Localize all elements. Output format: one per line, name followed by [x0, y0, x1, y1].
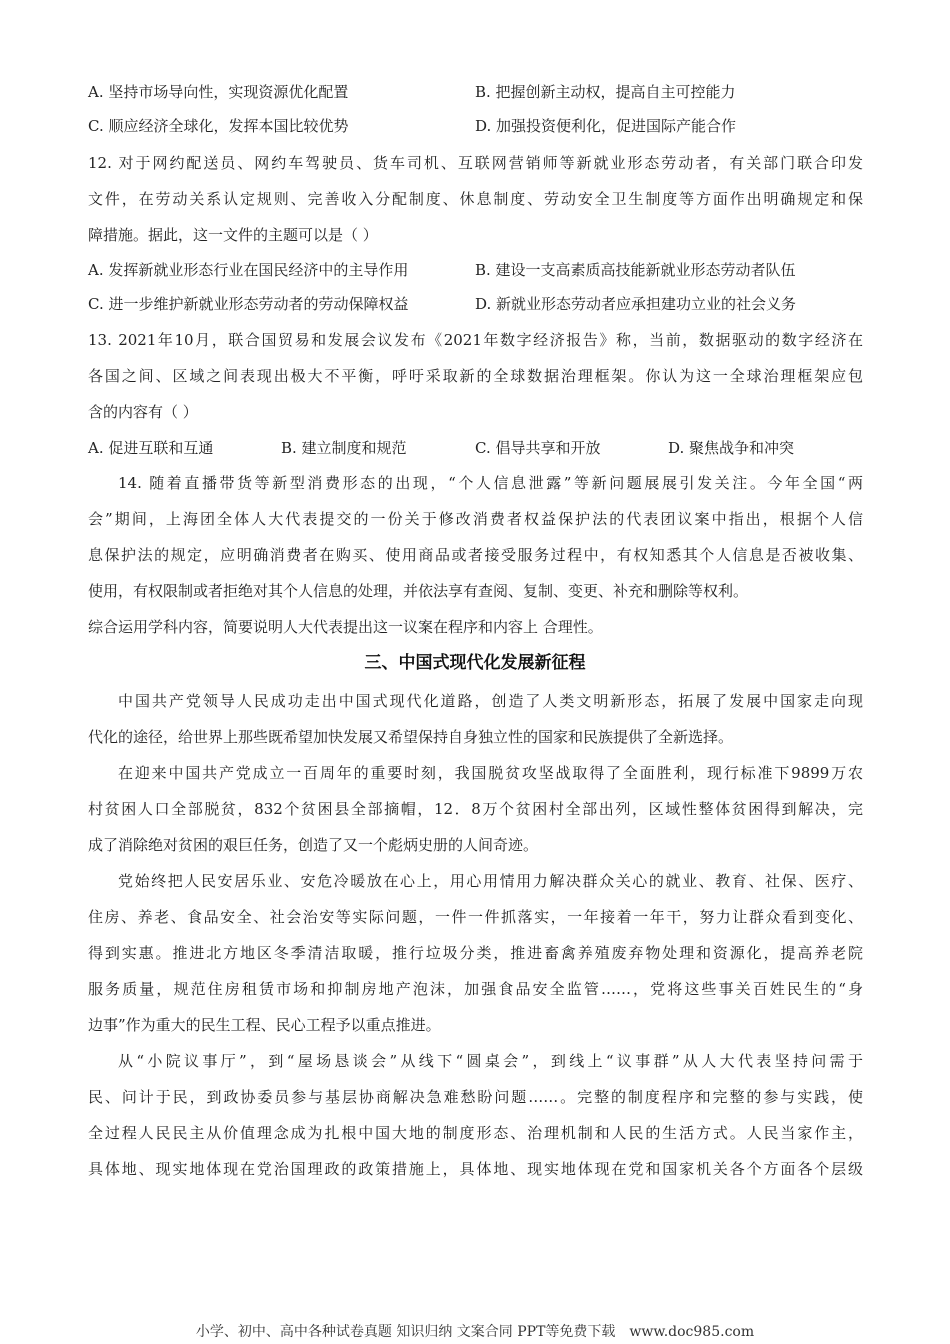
q14-stem-line-1: 14. 随着直播带货等新型消费形态的出现，“个人信息泄露”等新问题展展引发关注。今年全国“两	[118, 474, 863, 492]
para4-line-3: 全过程人民民主从价值理念成为扎根中国大地的制度形态、治理机制和人民的生活方式。人民当家作主，	[88, 1124, 863, 1142]
q12-stem-line-1: 12. 对于网约配送员、网约车驾驶员、货车司机、互联网营销师等新就业形态劳动者，有关部门联合印发	[88, 154, 863, 172]
q13-option-d: D. 聚焦战争和冲突	[668, 439, 795, 457]
q11-option-d: D. 加强投资便利化，促进国际产能合作	[475, 117, 737, 135]
q13-stem-line-3: 含的内容有（ ）	[88, 403, 198, 421]
para3-line-3: 得到实惠。推进北方地区冬季清洁取暖，推行垃圾分类，推进畜禽养殖废弃物处理和资源化，提高养老院	[88, 944, 863, 962]
para2-line-2: 村贫困人口全部脱贫，832个贫困县全部摘帽，12．8万个贫困村全部出列，区域性整体贫困得到解决，完	[88, 800, 863, 818]
q12-option-a: A. 发挥新就业形态行业在国民经济中的主导作用	[88, 261, 409, 279]
para2-line-1: 在迎来中国共产党成立一百周年的重要时刻，我国脱贫攻坚战取得了全面胜利，现行标准下9899万农	[118, 764, 863, 782]
q11-option-c: C. 顺应经济全球化，发挥本国比较优势	[88, 117, 349, 135]
q12-stem-line-2: 文件，在劳动关系认定规则、完善收入分配制度、休息制度、劳动安全卫生制度等方面作出明确规定和保	[88, 190, 863, 208]
footer-site-link[interactable]: www.doc985.com	[629, 1324, 755, 1340]
q14-stem-line-3: 息保护法的规定，应明确消费者在购买、使用商品或者接受服务过程中，有权知悉其个人信息是否被收集、	[88, 546, 863, 564]
q14-stem-line-4: 使用，有权限制或者拒绝对其个人信息的处理，并依法享有查阅、复制、变更、补充和删除等权利。	[88, 582, 749, 600]
q12-option-b: B. 建设一支高素质高技能新就业形态劳动者队伍	[475, 261, 796, 279]
q12-stem-line-3: 障措施。据此，这一文件的主题可以是（ ）	[88, 226, 378, 244]
q13-option-c: C. 倡导共享和开放	[475, 439, 601, 457]
para4-line-1: 从“小院议事厅”，到“屋场恳谈会”从线下“圆桌会”，到线上“议事群”从人大代表坚持问需于	[118, 1052, 863, 1070]
q14-question: 综合运用学科内容，简要说明人大代表提出这一议案在程序和内容上 合理性。	[88, 618, 603, 636]
para2-line-3: 成了消除绝对贫困的艰巨任务，创造了又一个彪炳史册的人间奇迹。	[88, 836, 539, 854]
q14-stem-line-2: 会”期间，上海团全体人大代表提交的一份关于修改消费者权益保护法的代表团议案中指出，根据个人信	[88, 510, 863, 528]
para1-line-2: 代化的途径，给世界上那些既希望加快发展又希望保持自身独立性的国家和民族提供了全新选择。	[88, 728, 734, 746]
q11-option-b: B. 把握创新主动权，提高自主可控能力	[475, 83, 736, 101]
q12-option-d: D. 新就业形态劳动者应承担建功立业的社会义务	[475, 295, 797, 313]
q13-option-a: A. 促进互联和互通	[88, 439, 214, 457]
para4-line-4: 具体地、现实地体现在党治国理政的政策措施上，具体地、现实地体现在党和国家机关各个方面各个层级	[88, 1160, 863, 1178]
para4-line-2: 民、问计于民，到政协委员参与基层协商解决急难愁盼问题……。完整的制度程序和完整的参与实践，使	[88, 1088, 863, 1106]
para3-line-4: 服务质量，规范住房租赁市场和抑制房地产泡沫，加强食品安全监管……，党将这些事关百姓民生的“身	[88, 980, 863, 998]
q12-option-c: C. 进一步维护新就业形态劳动者的劳动保障权益	[88, 295, 409, 313]
q13-option-b: B. 建立制度和规范	[281, 439, 407, 457]
para3-line-2: 住房、养老、食品安全、社会治安等实际问题，一件一件抓落实，一年接着一年干，努力让群众看到变化、	[88, 908, 863, 926]
para3-line-5: 边事”作为重大的民生工程、民心工程予以重点推进。	[88, 1016, 441, 1034]
footer-text: 小学、初中、高中各种试卷真题 知识归纳 文案合同 PPT等免费下载	[195, 1324, 616, 1340]
page-footer	[0, 1323, 950, 1341]
section-title: 三、中国式现代化发展新征程	[364, 653, 586, 673]
q13-stem-line-2: 各国之间、区域之间表现出极大不平衡，呼吁采取新的全球数据治理框架。你认为这一全球治理框架应包	[88, 367, 863, 385]
q13-stem-line-1: 13. 2021年10月，联合国贸易和发展会议发布《2021年数字经济报告》称，当前，数据驱动的数字经济在	[88, 331, 863, 349]
para3-line-1: 党始终把人民安居乐业、安危冷暖放在心上，用心用情用力解决群众关心的就业、教育、社保、医疗、	[118, 872, 863, 890]
para1-line-1: 中国共产党领导人民成功走出中国式现代化道路，创造了人类文明新形态，拓展了发展中国家走向现	[118, 692, 863, 710]
q11-option-a: A. 坚持市场导向性，实现资源优化配置	[88, 83, 349, 101]
